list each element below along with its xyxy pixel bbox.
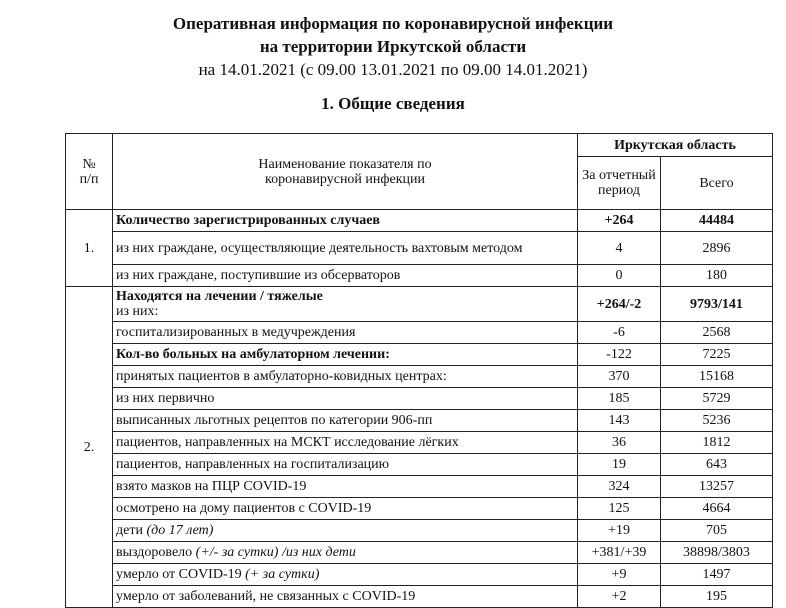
row-period-value: 370 [578, 366, 661, 388]
row-name: осмотрено на дому пациентов с COVID-19 [113, 498, 578, 520]
row-period-value: 0 [578, 265, 661, 287]
row-name: из них граждане, осуществляющие деятельность вахтовым методом [113, 232, 578, 265]
table-row [66, 366, 773, 388]
row-total-value: 643 [661, 454, 773, 476]
col-header-region: Иркутская область [578, 134, 773, 157]
row-name: Кол-во больных на амбулаторном лечении: [113, 344, 578, 366]
table-row [66, 498, 773, 520]
row-total-value: 2568 [661, 322, 773, 344]
table-header-row [66, 134, 773, 157]
row-name [113, 564, 578, 586]
row-period-value: 125 [578, 498, 661, 520]
row-name: из них граждане, поступившие из обсерваторов [113, 265, 578, 287]
row-period-value: 4 [578, 232, 661, 265]
row-name: выписанных льготных рецептов по категории 906-пп [113, 410, 578, 432]
row-period-value: +2 [578, 586, 661, 608]
row-name-tail: /из них дети [281, 545, 356, 560]
row-total-value: 15168 [661, 366, 773, 388]
row-total-value: 5729 [661, 388, 773, 410]
group-number: 1. [66, 210, 113, 287]
row-total-value: 1812 [661, 432, 773, 454]
row-total-value: 5236 [661, 410, 773, 432]
row-name-note: (+/- за сутки) [195, 545, 279, 560]
table-row [66, 564, 773, 586]
row-total-value: 44484 [661, 210, 773, 232]
table-row [66, 520, 773, 542]
row-total-value: 2896 [661, 232, 773, 265]
row-name-main: выздоровело [116, 545, 193, 560]
row-period-value: 143 [578, 410, 661, 432]
row-name-sub: из них: [116, 304, 159, 319]
row-name: госпитализированных в медучреждения [113, 322, 578, 344]
table-row [66, 232, 773, 265]
row-name: из них первично [113, 388, 578, 410]
table-row [66, 542, 773, 564]
table-row [66, 432, 773, 454]
row-period-value: +264/-2 [578, 287, 661, 322]
row-total-value: 7225 [661, 344, 773, 366]
row-name: Количество зарегистрированных случаев [113, 210, 578, 232]
row-period-value: +19 [578, 520, 661, 542]
col-header-name: Наименование показателя по коронавирусной инфекции [113, 134, 578, 210]
row-total-value: 1497 [661, 564, 773, 586]
row-name [113, 542, 578, 564]
table-row [66, 287, 773, 322]
row-total-value: 195 [661, 586, 773, 608]
row-total-value: 180 [661, 265, 773, 287]
section-heading: 1. Общие сведения [321, 94, 465, 113]
table-row [66, 586, 773, 608]
table-row [66, 344, 773, 366]
doc-title-line2: на территории Иркутской области [259, 37, 527, 56]
table-row [66, 210, 773, 232]
row-period-value: +381/+39 [578, 542, 661, 564]
row-total-value: 9793/141 [661, 287, 773, 322]
row-total-value: 13257 [661, 476, 773, 498]
table-row [66, 476, 773, 498]
row-name: пациентов, направленных на госпитализацию [113, 454, 578, 476]
row-name-main: Находятся на лечении / тяжелые [116, 289, 323, 304]
table-row [66, 322, 773, 344]
col-header-total: Всего [661, 157, 773, 210]
col-header-number: № п/п [66, 134, 113, 210]
group-number: 2. [66, 287, 113, 608]
row-name: взято мазков на ПЦР COVID-19 [113, 476, 578, 498]
row-total-value: 38898/3803 [661, 542, 773, 564]
row-period-value: +264 [578, 210, 661, 232]
row-name: умерло от заболеваний, не связанных с COVID-19 [113, 586, 578, 608]
col-header-period: За отчетный период [578, 157, 661, 210]
covid-stats-table [65, 133, 773, 608]
doc-title-line1: Оперативная информация по коронавирусной инфекции [172, 14, 614, 33]
row-period-value: 185 [578, 388, 661, 410]
row-name: пациентов, направленных на МСКТ исследование лёгких [113, 432, 578, 454]
table-row [66, 454, 773, 476]
row-name [113, 520, 578, 542]
row-name-note: (до 17 лет) [146, 523, 214, 538]
row-name-note: (+ за сутки) [245, 567, 320, 582]
row-period-value: -122 [578, 344, 661, 366]
row-name: принятых пациентов в амбулаторно-ковидных центрах: [113, 366, 578, 388]
doc-date-line: на 14.01.2021 (с 09.00 13.01.2021 по 09.00 14.01.2021) [198, 60, 588, 79]
row-period-value: -6 [578, 322, 661, 344]
row-period-value: +9 [578, 564, 661, 586]
row-period-value: 324 [578, 476, 661, 498]
table-row [66, 388, 773, 410]
row-name-main: умерло от COVID-19 [116, 567, 242, 582]
table-row [66, 265, 773, 287]
table-row [66, 410, 773, 432]
row-name-main: дети [116, 523, 143, 538]
row-total-value: 705 [661, 520, 773, 542]
row-period-value: 19 [578, 454, 661, 476]
row-period-value: 36 [578, 432, 661, 454]
row-name [113, 287, 578, 322]
row-total-value: 4664 [661, 498, 773, 520]
